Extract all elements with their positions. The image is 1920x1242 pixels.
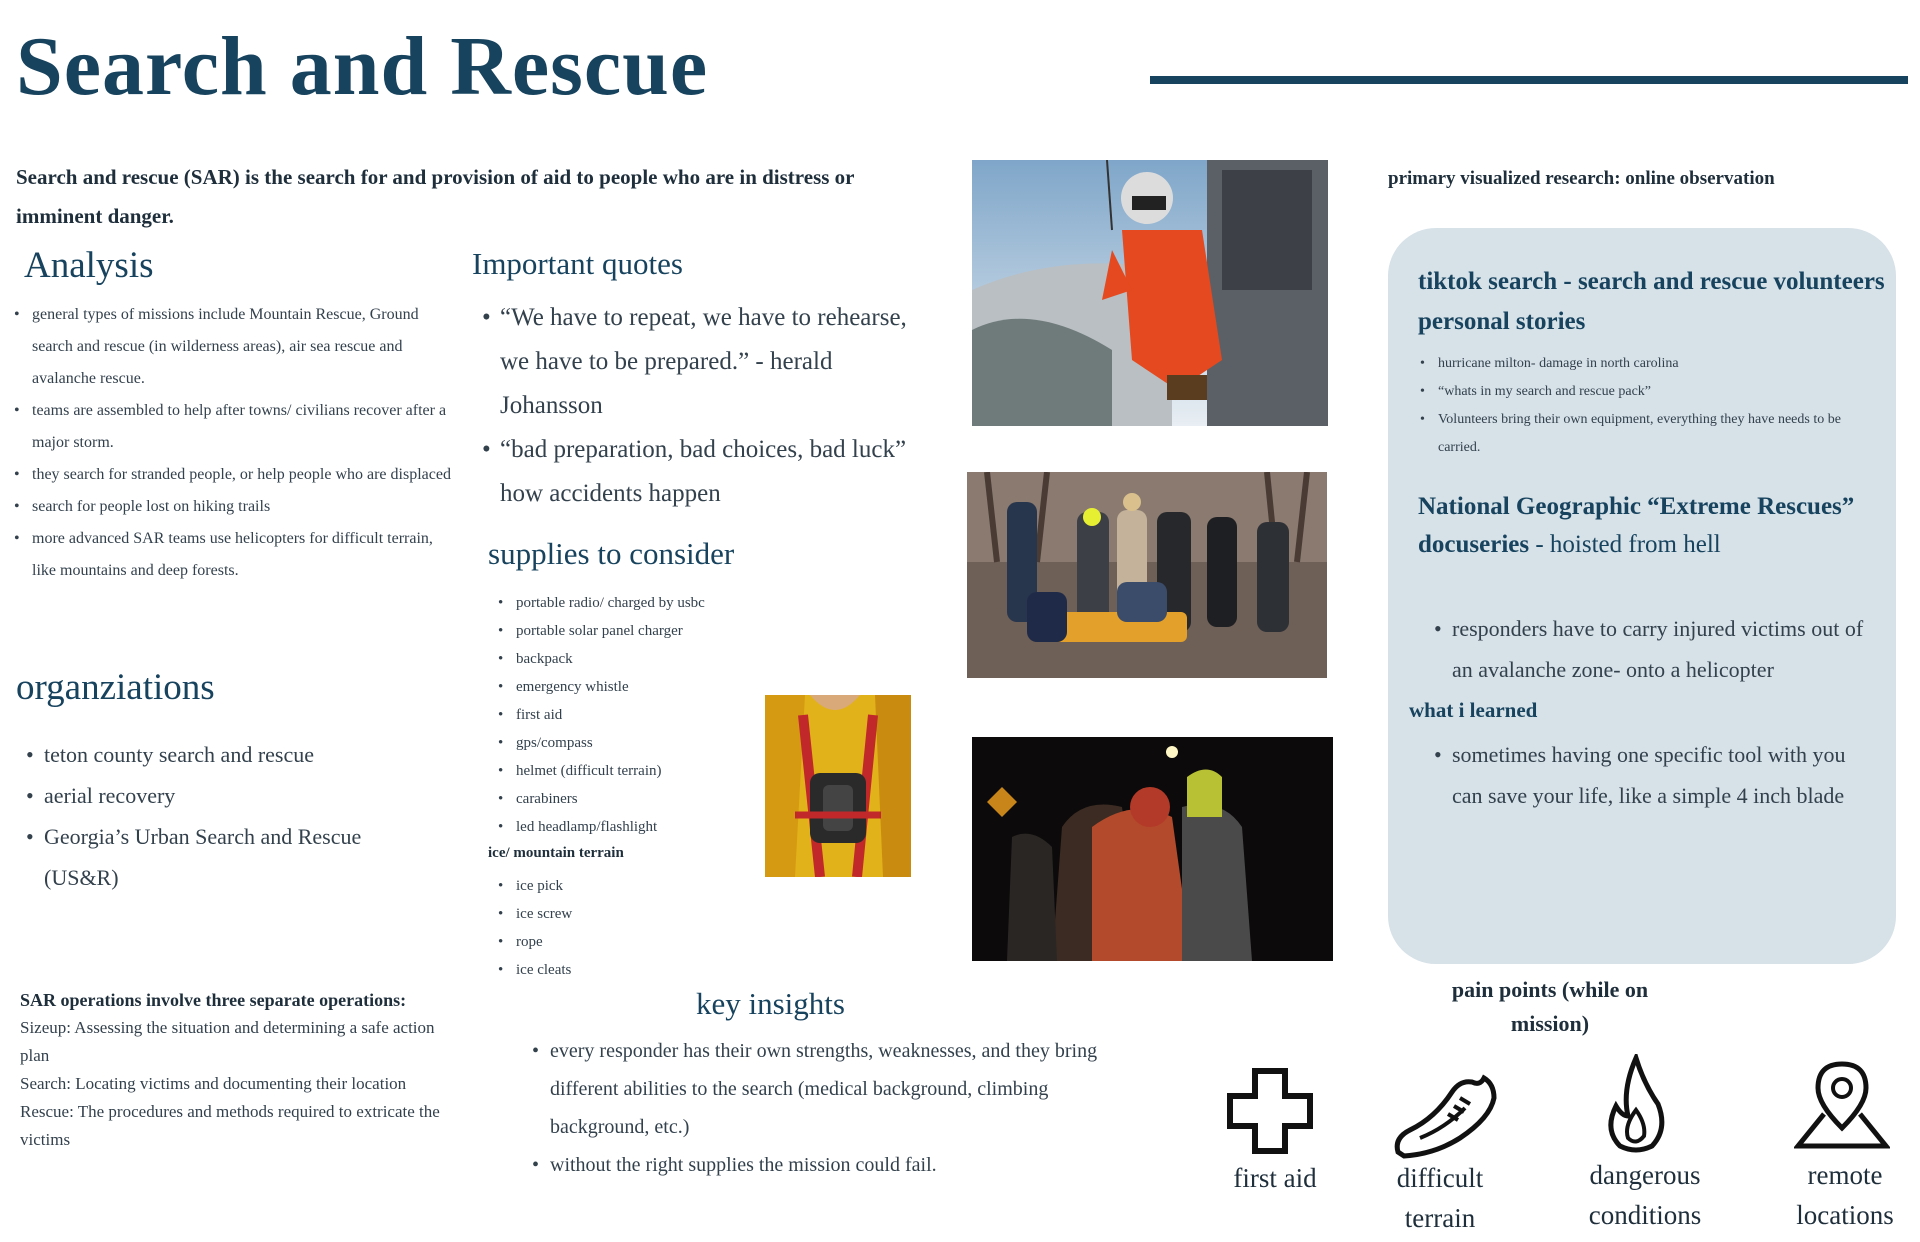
list-item: • teams are assembled to help after towns/ civilians recover after a major storm.: [32, 395, 460, 459]
analysis-heading: Analysis: [24, 245, 154, 286]
list-item: • aerial recovery: [44, 775, 424, 816]
tiktok-heading: tiktok search - search and rescue volunteers personal stories: [1418, 268, 1885, 335]
list-item: • general types of missions include Mountain Rescue, Ground search and rescue (in wilderness areas), air sea rescue and avalanche rescue.: [32, 299, 460, 395]
flame-icon: [1606, 1054, 1666, 1158]
list-item: • ice pick: [516, 872, 716, 900]
list-item: • more advanced SAR teams use helicopters for difficult terrain, like mountains and deep forests.: [32, 523, 460, 587]
operations-line: Rescue: The procedures and methods required to extricate the victims: [20, 1102, 440, 1149]
quotes-list: [500, 296, 920, 516]
quotes-heading: Important quotes: [472, 246, 683, 281]
list-item: • carabiners: [516, 785, 786, 813]
natgeo-block: [1418, 488, 1888, 564]
list-item: • teton county search and rescue: [44, 734, 424, 775]
organizations-heading: organziations: [16, 667, 215, 708]
pain-point-label: dangerous conditions: [1588, 1160, 1702, 1230]
list-item: • rope: [516, 928, 716, 956]
list-item: • “whats in my search and rescue pack”: [1438, 378, 1858, 406]
pain-point-label: remote locations: [1796, 1160, 1894, 1230]
list-item: • they search for stranded people, or help people who are displaced: [32, 459, 460, 491]
pain-point-label: difficult terrain: [1396, 1163, 1484, 1233]
analysis-list: [32, 299, 460, 587]
night-rescue-photo: [972, 737, 1333, 961]
list-item: • gps/compass: [516, 729, 786, 757]
list-item: • responders have to carry injured victims out of an avalanche zone- onto a helicopter: [1452, 608, 1882, 690]
pain-points-heading: pain points (while on mission): [1451, 977, 1649, 1036]
list-item: • ice screw: [516, 900, 716, 928]
natgeo-list: [1452, 608, 1882, 690]
natgeo-heading: National Geographic “Extreme Rescues” docuseries: [1418, 493, 1855, 558]
list-item: • ice cleats: [516, 956, 716, 984]
operations-block: [20, 986, 460, 1154]
intro-text: Search and rescue (SAR) is the search for and provision of aid to people who are in distress or imminent danger.: [16, 165, 855, 228]
list-item: • portable solar panel charger: [516, 617, 786, 645]
location-pin-icon: [1794, 1058, 1890, 1154]
harness-photo: [765, 695, 911, 877]
list-item: • portable radio/ charged by usbc: [516, 589, 786, 617]
learned-list: [1452, 734, 1872, 816]
operations-line: Sizeup: Assessing the situation and determining a safe action plan: [20, 1018, 435, 1065]
research-label: primary visualized research: online observation: [1388, 168, 1775, 189]
list-item: • hurricane milton- damage in north carolina: [1438, 350, 1858, 378]
operations-heading: SAR operations involve three separate operations:: [20, 990, 407, 1010]
quote-item: • “bad preparation, bad choices, bad luck” how accidents happen: [500, 428, 920, 516]
list-item: • led headlamp/flashlight: [516, 813, 786, 841]
helicopter-rescuer-photo: [972, 160, 1328, 426]
ice-supplies-list: [516, 872, 716, 984]
list-item: • helmet (difficult terrain): [516, 757, 786, 785]
first-aid-cross-icon: [1225, 1066, 1315, 1160]
list-item: • emergency whistle: [516, 673, 786, 701]
pain-point-label: first aid: [1233, 1163, 1317, 1193]
page-title: Search and Rescue: [16, 20, 709, 113]
quote-item: • “We have to repeat, we have to rehearse, we have to be prepared.” - herald Johansson: [500, 296, 920, 428]
supplies-list: [516, 589, 786, 841]
natgeo-subtitle: - hoisted from hell: [1535, 531, 1721, 558]
team-forest-photo: [967, 472, 1327, 678]
list-item: • Volunteers bring their own equipment, everything they have needs to be carried.: [1438, 406, 1858, 462]
shoe-icon: [1390, 1068, 1500, 1164]
insights-list: [550, 1032, 1110, 1184]
insights-heading: key insights: [696, 986, 845, 1021]
organizations-list: [44, 734, 424, 898]
list-item: • search for people lost on hiking trails: [32, 491, 460, 523]
list-item: • backpack: [516, 645, 786, 673]
insight-item: • every responder has their own strengths, weaknesses, and they bring different abilities to the search (medical background, climbing background, etc.): [550, 1032, 1110, 1146]
title-divider: [1150, 76, 1908, 84]
tiktok-list: [1438, 350, 1858, 462]
learned-heading: what i learned: [1409, 698, 1538, 722]
list-item: • Georgia’s Urban Search and Rescue (US&R): [44, 816, 424, 898]
list-item: • sometimes having one specific tool with you can save your life, like a simple 4 inch blade: [1452, 734, 1872, 816]
insight-item: • without the right supplies the mission could fail.: [550, 1146, 1110, 1184]
operations-line: Search: Locating victims and documenting their location: [20, 1074, 407, 1093]
list-item: • first aid: [516, 701, 786, 729]
supplies-heading: supplies to consider: [488, 536, 735, 571]
ice-terrain-subheading: ice/ mountain terrain: [488, 845, 624, 861]
